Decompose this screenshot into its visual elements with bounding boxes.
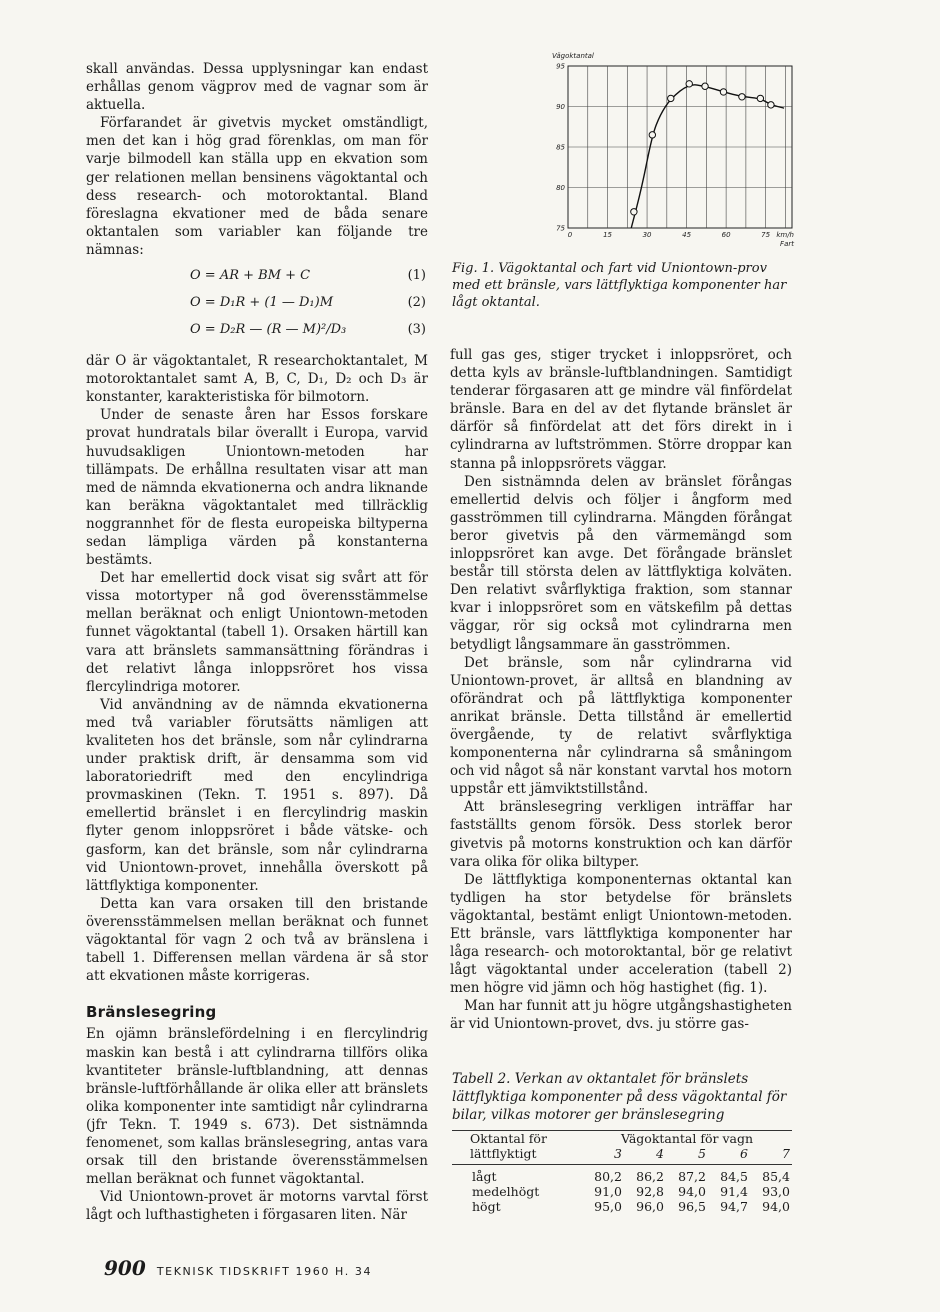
table-cell: 80,2	[594, 1169, 622, 1184]
equation-number: (1)	[407, 268, 426, 284]
equation-1	[86, 263, 428, 290]
table-cell: 87,2	[678, 1169, 706, 1184]
equation-expr: O = D₁R + (1 — D₁)M	[190, 295, 334, 311]
table-cell: 95,0	[594, 1199, 622, 1214]
equation-number: (3)	[407, 322, 426, 338]
table-cell: 94,7	[720, 1199, 748, 1214]
paragraph: Vid Uniontown-provet är motorns varvtal först lågt och lufthastigheten i förgasaren liten. När	[86, 1189, 428, 1224]
paragraph: Den sistnämnda delen av bränslet förångas emellertid delvis och följer i ångform med gasströmmen till cylindrarna. Mängden förångat beror givetvis på den värmemängd som inloppsröret kan avge. Det förångade bränslet består till största delen av lättflyktiga kolväten. Den relativt svårflyktiga fraktion, som stannar kvar i inloppsröret som en vätskefilm på dettas väggar, rör sig också mot cylindrarna men betydligt långsammare än gasströmmen.	[450, 473, 792, 653]
paragraph: En ojämn bränslefördelning i en flercylindrig maskin kan bestå i att cylindrarna tillförs olika kvantiteter bränsle-luftblandning, att dennas bränsle-luftförhållande är olika eller att bränslets olika komponenter inte samtidigt når cylindrarna (jfr Tekn. T. 1949 s. 673). Det sistnämnda fenomenet, som kallas bränslesegring, antas vara orsak till den bristande överensstämmelsen mellan beräknat och funnet vägoktantal.	[86, 1026, 428, 1188]
page-footer	[104, 1256, 372, 1280]
header-label-2: lättflyktigt	[470, 1146, 537, 1161]
equation-expr: O = AR + BM + C	[190, 268, 311, 284]
column-header: 6	[740, 1146, 748, 1161]
y-axis-label: Vägoktantal	[552, 52, 594, 60]
paragraph: Under de senaste åren har Essos forskare provat hundratals bilar överallt i Europa, varvid huvudsakligen Uniontown-metoden har tillämpats. De erhållna resultaten visar att man med de nämnda ekvationerna och andra liknande kan beräkna vägoktantalet med tillräcklig noggrannhet för de flesta europeiska biltyperna sedan lämpliga värden på konstanterna bestämts.	[86, 407, 428, 569]
x-axis-label: Fart	[780, 240, 794, 248]
chart-svg	[540, 46, 802, 256]
paragraph: Att bränslesegring verkligen inträffar har fastställts genom försök. Dess storlek beror givetvis på motorns konstruktion och kan därför vara olika för olika biltyper.	[450, 799, 792, 870]
column-header: 4	[656, 1146, 664, 1161]
y-tick-label: 80	[556, 184, 565, 192]
y-tick-label: 95	[556, 62, 565, 71]
equation-block	[86, 259, 428, 352]
table-row	[452, 1169, 792, 1184]
table-cell: 85,4	[762, 1169, 790, 1184]
table-cell: 86,2	[636, 1169, 664, 1184]
paragraph: Förfarandet är givetvis mycket omständligt, men det kan i hög grad förenklas, om man för varje bilmodell kan ställa upp en ekvation som ger relationen mellan bensinens vägoktantal och dess research- och motoroktantal. Bland föreslagna ekvationer med de båda senare oktantalen som variabler kan följande tre nämnas:	[86, 115, 428, 258]
table-rule-mid	[452, 1164, 792, 1165]
journal-name: TEKNISK TIDSKRIFT 1960 H. 34	[156, 1265, 373, 1278]
figure-caption: Fig. 1. Vägoktantal och fart vid Uniontown-prov med ett bränsle, vars lättflyktiga komponenter har lågt oktantal.	[452, 261, 787, 310]
left-column	[86, 60, 428, 1224]
paragraph: full gas ges, stiger trycket i inloppsröret, och detta kyls av bränsle-luftblandningen. Samtidigt tenderar förgasaren att ge mindre väl finfördelat bränsle. Bara en del av det flytande bränslet är därför så finfördelat att det förs direkt in i cylindrarna av luftströmmen. Större droppar kan stanna på inloppsrörets väggar.	[450, 347, 792, 472]
table-cell: 93,0	[762, 1184, 790, 1199]
table-header-row	[452, 1131, 792, 1146]
page-number: 900	[104, 1256, 146, 1280]
table-2	[452, 1070, 792, 1214]
table-cell: 94,0	[678, 1184, 706, 1199]
table-row	[452, 1184, 792, 1199]
equation-expr: O = D₂R — (R — M)²/D₃	[190, 322, 347, 338]
x-tick-label: 30	[642, 231, 652, 239]
x-unit-label: km/h	[776, 231, 794, 239]
equation-3	[86, 317, 428, 344]
x-tick-label: 75	[761, 231, 771, 239]
data-point	[668, 95, 674, 101]
table-cell: 96,0	[636, 1199, 664, 1214]
y-tick-label: 85	[556, 143, 565, 152]
data-point	[720, 89, 726, 95]
header-label-1: Oktantal för	[470, 1131, 547, 1146]
equation-2	[86, 290, 428, 317]
data-point	[702, 83, 708, 89]
x-tick-label: 45	[682, 231, 692, 239]
table-cell: 91,0	[594, 1184, 622, 1199]
row-label: högt	[472, 1199, 501, 1214]
figure-1-chart	[540, 46, 802, 256]
table-cell: 92,8	[636, 1184, 664, 1199]
data-point	[768, 102, 774, 108]
y-tick-label: 75	[556, 224, 565, 233]
row-label: lågt	[472, 1169, 497, 1184]
row-label: medelhögt	[472, 1184, 540, 1199]
table-cell: 91,4	[720, 1184, 748, 1199]
data-point	[686, 81, 692, 87]
table-cell: 84,5	[720, 1169, 748, 1184]
right-column	[450, 346, 792, 1034]
equation-number: (2)	[407, 295, 426, 311]
data-point	[649, 132, 655, 138]
column-header: 3	[614, 1146, 622, 1161]
paragraph: skall användas. Dessa upplysningar kan endast erhållas genom vägprov med de vagnar som är aktuella.	[86, 61, 428, 114]
paragraph: Det har emellertid dock visat sig svårt att för vissa motortyper nå god överensstämmelse mellan beräknat och enligt Uniontown-metoden funnet vägoktantal (tabell 1). Orsaken härtill kan vara att bränslets sammansättning förändras i det relativt långa inloppsröret hos vissa flercylindriga motorer.	[86, 570, 428, 695]
table-caption: Tabell 2. Verkan av oktantalet för bränslets lättflyktiga komponenter på dess vägoktantal för bilar, vilkas motorer ger bränslesegring	[452, 1071, 787, 1123]
table-2-grid	[452, 1131, 792, 1214]
data-point	[631, 209, 637, 215]
section-heading: Bränslesegring	[86, 1003, 217, 1022]
table-cell: 96,5	[678, 1199, 706, 1214]
x-tick-label: 0	[567, 231, 573, 239]
paragraph: Vid användning av de nämnda ekvationerna med två variabler förutsätts nämligen att kvaliteten hos det bränsle, som når cylindrarna under praktisk drift, är densamma som vid laboratoriedrift med den encylindriga provmaskinen (Tekn. T. 1951 s. 897). Då emellertid bränslet i en flercylindrig maskin flyter genom inloppsröret i både vätske- och gasform, kan det bränsle, som når cylindrarna vid Uniontown-provet, innehålla överskott på lättflyktiga komponenter.	[86, 696, 428, 894]
y-tick-label: 90	[556, 103, 565, 111]
data-point	[739, 94, 745, 100]
data-point	[757, 95, 763, 101]
header-group: Vägoktantal för vagn	[620, 1131, 754, 1146]
paragraph: Detta kan vara orsaken till den bristande överensstämmelsen mellan beräknat och funnet vägoktantal för vagn 2 och två av bränslena i tabell 1. Differensen mellan värdena är så stor att ekvationen måste korrigeras.	[86, 895, 428, 985]
column-header: 7	[782, 1146, 790, 1161]
paragraph: De lättflyktiga komponenternas oktantal kan tydligen ha stor betydelse för bränslets vägoktantal, bestämt enligt Uniontown-metoden. Ett bränsle, vars lättflyktiga komponenter har låga research- och motoroktantal, bör ge relativt lågt vägoktantal under acceleration (tabell 2) men högre vid jämn och hög hastighet (fig. 1).	[450, 871, 792, 997]
paragraph: Man har funnit att ju högre utgångshastigheten är vid Uniontown-provet, dvs. ju större gas-	[450, 998, 792, 1033]
column-header: 5	[698, 1146, 706, 1161]
x-tick-label: 15	[603, 231, 612, 239]
table-header-row	[452, 1146, 792, 1161]
paragraph: Det bränsle, som når cylindrarna vid Uniontown-provet, är alltså en blandning av oförändrat och på lättflyktiga komponenter anrikat bränsle. Detta tillstånd är emellertid övergående, ty de relativt svårflyktiga komponenterna når cylindrarna så småningom och vid något så när konstant varvtal hos motorn uppstår ett jämviktstillstånd.	[450, 654, 792, 798]
table-row	[452, 1199, 792, 1214]
paragraph: där O är vägoktantalet, R researchoktantalet, M motoroktantalet samt A, B, C, D₁, D₂ och D₃ är konstanter, karakteristiska för bilmotorn.	[86, 353, 428, 406]
table-cell: 94,0	[762, 1199, 790, 1214]
x-tick-label: 60	[721, 231, 731, 239]
